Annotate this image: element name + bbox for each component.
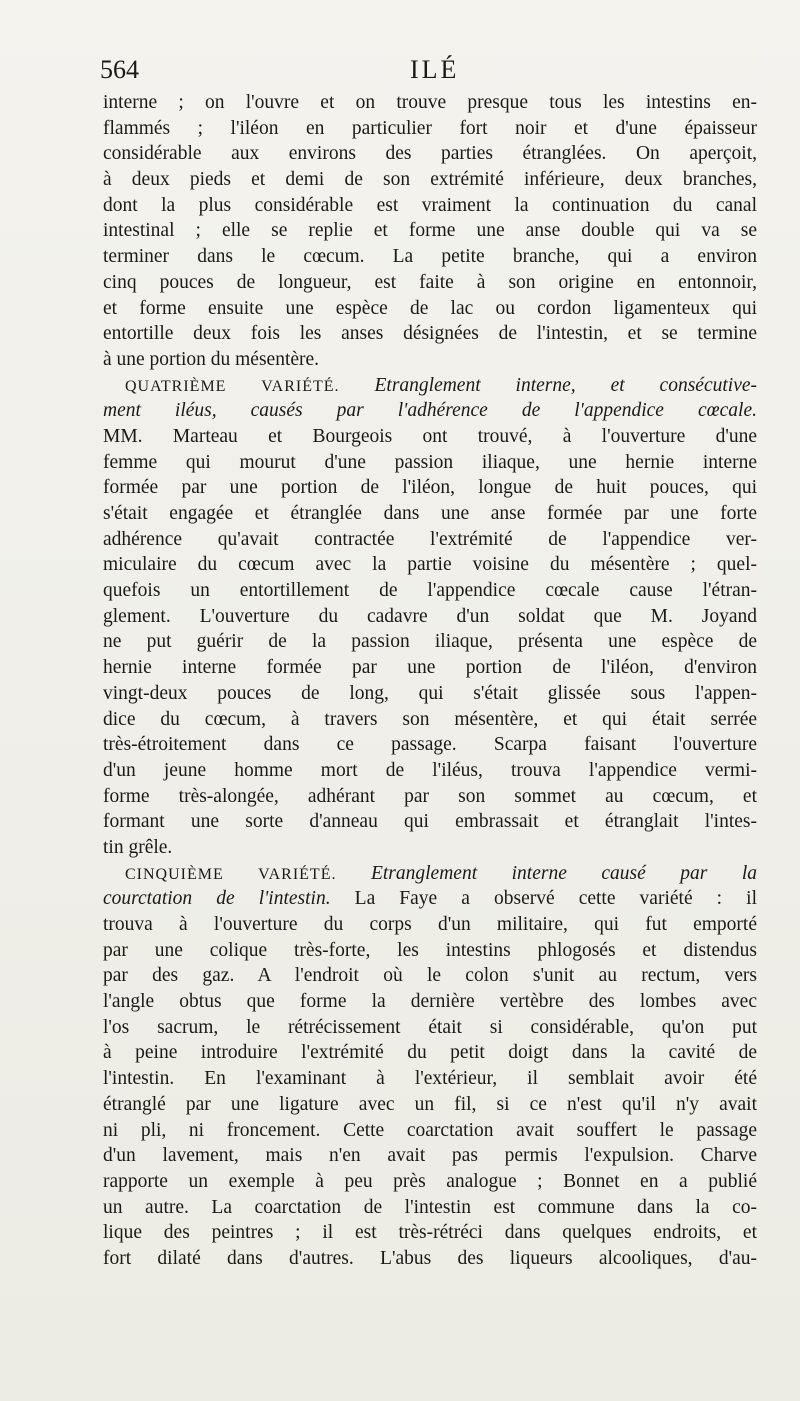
text-line: ni pli, ni froncement. Cette coarctation avait souffert le passage [103, 1119, 757, 1141]
text-line: glement. L'ouverture du cadavre d'un soldat que M. Joyand [103, 605, 757, 627]
text-line: hernie interne formée par une portion de l'iléon, d'environ [103, 657, 757, 679]
text-fragment: La Faye a observé cette variété : il [330, 888, 757, 910]
text-line: d'un jeune homme mort de l'iléus, trouva l'appendice vermi- [103, 759, 757, 781]
text-line: formant une sorte d'anneau qui embrassait et étranglait l'intes- [103, 811, 757, 833]
running-title: ILÉ [410, 55, 460, 84]
text-line: lique des peintres ; il est très-rétréci dans quelques endroits, et [103, 1222, 757, 1244]
text-line: à deux pieds et demi de son extrémité inférieure, deux branches, [103, 169, 757, 191]
text-line: l'intestin. En l'examinant à l'extérieur, il semblait avoir été [103, 1068, 757, 1090]
section-heading-line [103, 373, 757, 399]
text-line: entortille deux fois les anses désignées de l'intestin, et se termine [103, 323, 757, 345]
text-line: à une portion du mésentère. [103, 348, 320, 370]
text-line: rapporte un exemple à peu près analogue ; Bonnet en a publié [103, 1170, 757, 1192]
section-title-cont: ment iléus, causés par l'adhérence de l'appendice cœcale. [103, 400, 757, 422]
text-line: ne put guérir de la passion iliaque, présenta une espèce de [103, 631, 757, 653]
text-line: dont la plus considérable est vraiment la continuation du canal [103, 194, 757, 216]
section-title-line [103, 886, 757, 912]
text-line: étranglé par une ligature avec un fil, si ce n'est qu'il n'y avait [103, 1093, 757, 1115]
text-line: par des gaz. A l'endroit où le colon s'unit au rectum, vers [103, 965, 757, 987]
body-text [103, 90, 757, 1272]
text-line: tin grêle. [103, 836, 173, 858]
text-line: par une colique très-forte, les intestins phlogosés et distendus [103, 939, 757, 961]
section-heading: QUATRIÈME VARIÉTÉ. [125, 377, 340, 395]
text-line: à peine introduire l'extrémité du petit doigt dans la cavité de [103, 1042, 757, 1064]
text-line: femme qui mourut d'une passion iliaque, une hernie interne [103, 451, 757, 473]
text-line: quefois un entortillement de l'appendice cœcale cause l'étran- [103, 580, 757, 602]
page-number: 564 [100, 55, 139, 84]
page-header [100, 52, 760, 88]
text-line: fort dilaté dans d'autres. L'abus des liqueurs alcooliques, d'au- [103, 1247, 757, 1269]
text-line: vingt-deux pouces de long, qui s'était glissée sous l'appen- [103, 682, 757, 704]
section-heading: CINQUIÈME VARIÉTÉ. [125, 865, 337, 883]
text-line: dice du cœcum, à travers son mésentère, et qui était serrée [103, 708, 757, 730]
text-line: s'était engagée et étranglée dans une anse formée par une forte [103, 503, 757, 524]
section-heading-line [103, 861, 757, 887]
text-line: flammés ; l'iléon en particulier fort noir et d'une épaisseur [103, 117, 757, 139]
text-line: interne ; on l'ouvre et on trouve presque tous les intestins en- [103, 92, 757, 113]
text-line: MM. Marteau et Bourgeois ont trouvé, à l'ouverture d'une [103, 425, 757, 447]
text-line: forme très-alongée, adhérant par son sommet au cœcum, et [103, 785, 757, 807]
text-line: terminer dans le cœcum. La petite branche, qui a environ [103, 246, 757, 268]
text-line: considérable aux environs des parties étranglées. On aperçoit, [103, 143, 757, 165]
text-line: intestinal ; elle se replie et forme une anse double qui va se [103, 220, 757, 242]
text-line: un autre. La coarctation de l'intestin est commune dans la co- [103, 1196, 757, 1218]
section-title-line [103, 398, 757, 424]
text-line: et forme ensuite une espèce de lac ou cordon ligamenteux qui [103, 297, 757, 319]
text-line: d'un lavement, mais n'en avait pas permis l'expulsion. Charve [103, 1145, 757, 1167]
text-line: trouva à l'ouverture du corps d'un militaire, qui fut emporté [103, 914, 757, 935]
section-title: Etranglement interne causé par la [370, 862, 757, 884]
text-line: formée par une portion de l'iléon, longue de huit pouces, qui [103, 477, 757, 499]
text-line: l'angle obtus que forme la dernière vertèbre des lombes avec [103, 991, 757, 1013]
text-line: cinq pouces de longueur, est faite à son origine en entonnoir, [103, 271, 757, 293]
text-line: adhérence qu'avait contractée l'extrémité de l'appendice ver- [103, 528, 757, 550]
text-line: miculaire du cœcum avec la partie voisine du mésentère ; quel- [103, 554, 757, 576]
section-title: Etranglement interne, et consécutive- [374, 374, 757, 396]
text-line: l'os sacrum, le rétrécissement était si considérable, qu'on put [103, 1016, 757, 1038]
section-title-cont: courctation de l'intestin. [103, 888, 331, 910]
text-line: très-étroitement dans ce passage. Scarpa faisant l'ouverture [103, 734, 757, 756]
